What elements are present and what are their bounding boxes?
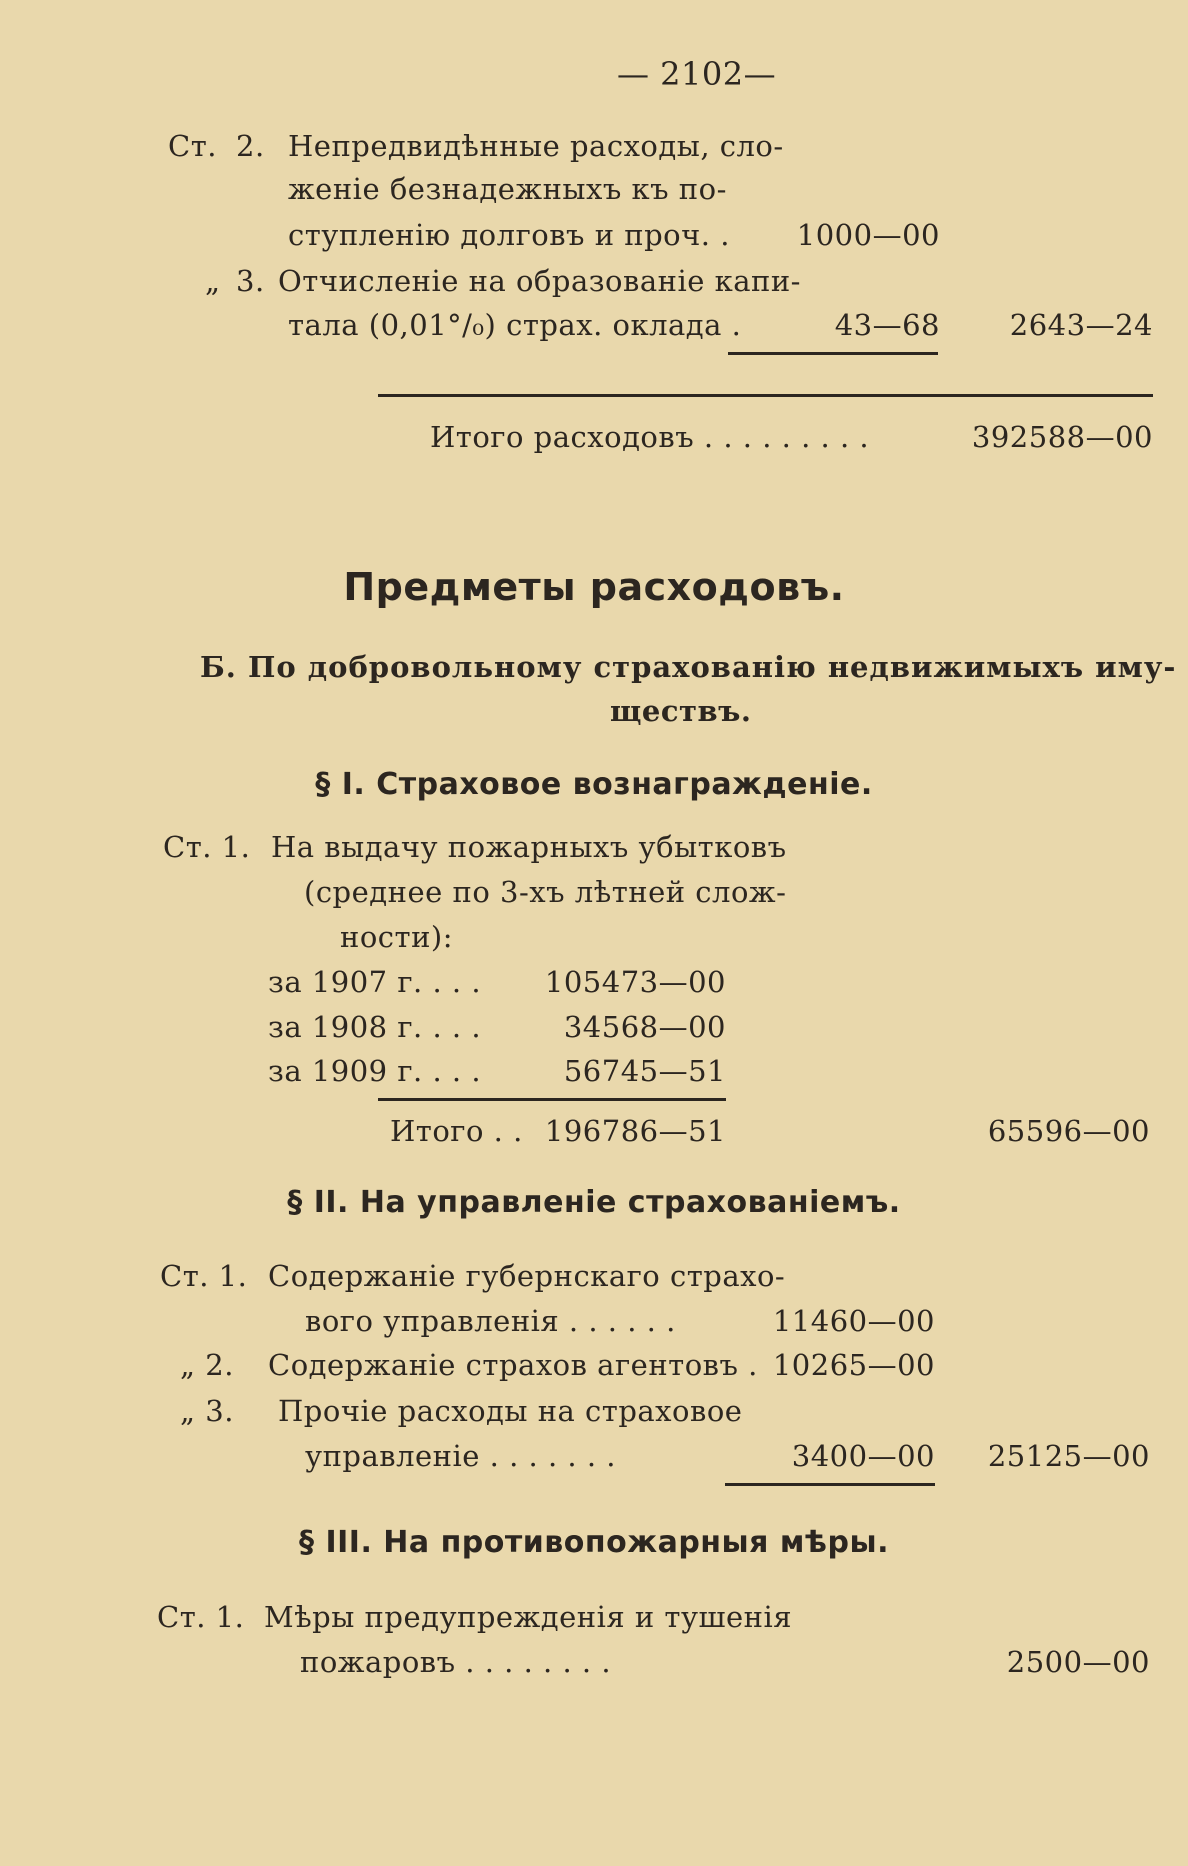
section-2-item-2-amount: 10265—00 xyxy=(772,1348,935,1382)
section-2-item-3-label: „ 3. xyxy=(180,1394,234,1428)
item-3-line-2: тала (0,01°/₀) страх. оклада . xyxy=(288,308,742,342)
section-2-item-1-amount: 11460—00 xyxy=(772,1304,935,1338)
item-3-line-1: Отчисленіе на образованіе капи- xyxy=(278,264,801,298)
item-3-label: „ xyxy=(205,264,221,298)
section-1-subtotal-value: 196786—51 xyxy=(544,1114,726,1148)
section-2-item-1-line-2: вого управленія . . . . . . xyxy=(305,1304,676,1338)
section-3-total: 2500—00 xyxy=(1006,1645,1150,1679)
section-2-item-3-line-1: Прочіе расходы на страховое xyxy=(278,1394,743,1428)
section-2-item-2-line-1: Содержаніе страхов агентовъ . xyxy=(268,1348,758,1382)
year-1907-label: за 1907 г. . . . xyxy=(268,965,482,999)
section-2-item-3-amount: 3400—00 xyxy=(791,1439,935,1473)
item-2-label: Ст. xyxy=(168,129,217,163)
total-rule xyxy=(378,394,1153,397)
total-expenses-label: Итого расходовъ . . . . . . . . . xyxy=(430,420,870,454)
section-2-item-2-label: „ 2. xyxy=(180,1348,234,1382)
section-1-line-2: (среднее по 3-хъ лѣтней слож- xyxy=(304,875,787,909)
item-2-line-3: ступленію долговъ и проч. . xyxy=(288,218,730,252)
year-1909-value: 56745—51 xyxy=(563,1054,726,1088)
section-1-line-3: ности): xyxy=(340,920,453,954)
item-3-underline xyxy=(728,352,938,355)
section-1-total: 65596—00 xyxy=(987,1114,1150,1148)
section-2-rule xyxy=(725,1483,935,1486)
section-3-item-label: Ст. 1. xyxy=(157,1600,245,1634)
section-2-total: 25125—00 xyxy=(987,1439,1150,1473)
total-expenses-value: 392588—00 xyxy=(971,420,1153,454)
year-1908-label: за 1908 г. . . . xyxy=(268,1010,482,1044)
section-2-item-1-label: Ст. 1. xyxy=(160,1259,248,1293)
page-number: — 2102— xyxy=(617,55,777,93)
item-2-amount: 1000—00 xyxy=(796,218,940,252)
main-heading: Предметы расходовъ. xyxy=(343,565,845,609)
subheading-line-2: ществъ. xyxy=(610,694,752,728)
year-1909-label: за 1909 г. . . . xyxy=(268,1054,482,1088)
item-2-number: 2. xyxy=(236,129,265,163)
section-1-subtotal-rule xyxy=(378,1098,726,1101)
item-2-line-1: Непредвидѣнные расходы, сло- xyxy=(288,129,784,163)
year-1907-value: 105473—00 xyxy=(544,965,726,999)
section-1-title: § I. Страховое вознагражденіе. xyxy=(315,767,873,802)
year-1908-value: 34568—00 xyxy=(563,1010,726,1044)
section-1-item-label: Ст. 1. xyxy=(163,830,251,864)
section-2-item-1-line-1: Содержаніе губернскаго страхо- xyxy=(268,1259,786,1293)
item-3-amount: 43—68 xyxy=(834,308,940,342)
item-3-number: 3. xyxy=(236,264,265,298)
section-1-subtotal-label: Итого . . xyxy=(390,1114,523,1148)
section-3-title: § III. На противопожарныя мѣры. xyxy=(299,1525,889,1560)
item-2-line-2: женіе безнадежныхъ къ по- xyxy=(288,172,727,206)
section-1-line-1: На выдачу пожарныхъ убытковъ xyxy=(271,830,787,864)
item-3-total: 2643—24 xyxy=(1009,308,1153,342)
section-2-title: § II. На управленіе страхованіемъ. xyxy=(287,1185,901,1220)
subheading-line-1: Б. По добровольному страхованію недвижимыхъ иму- xyxy=(200,650,1177,684)
section-2-item-3-line-2: управленіе . . . . . . . xyxy=(305,1439,616,1473)
section-3-line-1: Мѣры предупрежденія и тушенія xyxy=(264,1600,793,1634)
section-3-line-2: пожаровъ . . . . . . . . xyxy=(300,1645,612,1679)
